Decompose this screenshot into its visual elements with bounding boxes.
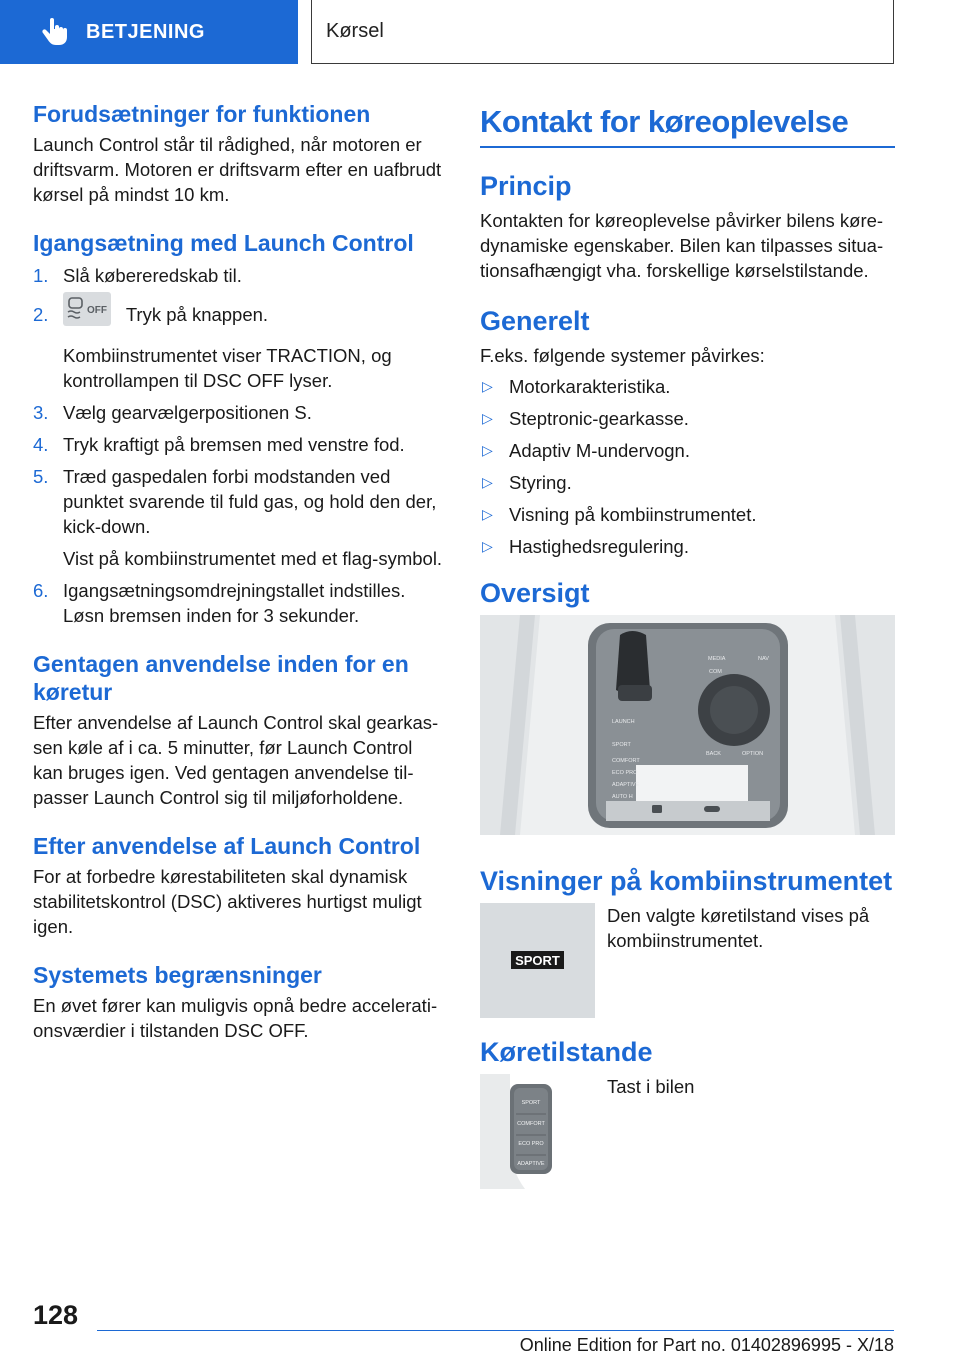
list-item bbox=[480, 438, 895, 463]
step-subtext: Kombiinstrumentet viser TRACTION, og kontrollampen til DSC OFF lyser. bbox=[63, 345, 392, 391]
left-column bbox=[33, 100, 447, 1065]
section-title: Igangsætning med Launch Control bbox=[33, 230, 414, 256]
list-item bbox=[480, 502, 895, 527]
section-text: Launch Control står til rådighed, når motoren er driftsvarm. Motoren er driftsvarm efter en uafbrudt kørsel på mindst 10 km. bbox=[33, 134, 442, 205]
visninger-row bbox=[480, 903, 895, 1018]
mode-button-label: SPORT bbox=[521, 1100, 541, 1106]
section-text: En øvet fører kan muligvis opnå bedre accelerationsværdier i tilstanden DSC OFF. bbox=[33, 995, 438, 1041]
mode-buttons-graphic bbox=[480, 1074, 595, 1189]
mode-button-label: COMFORT bbox=[517, 1121, 545, 1127]
section-visninger bbox=[480, 865, 895, 1018]
console-label: NAV bbox=[758, 656, 769, 662]
list-item bbox=[480, 470, 895, 495]
step-item bbox=[33, 302, 447, 393]
edition-note: Online Edition for Part no. 01402896995 - X/18 bbox=[519, 1335, 894, 1355]
triangle-bullet-icon: ▷ bbox=[482, 538, 493, 554]
page-number: 128 bbox=[33, 1300, 79, 1330]
dsc-off-icon-graphic bbox=[63, 292, 111, 326]
section-tab-label: BETJENING bbox=[86, 20, 205, 43]
section-intro: F.eks. følgende systemer påvirkes: bbox=[480, 345, 765, 366]
step-number: 5. bbox=[33, 466, 49, 487]
console-label: ECO PRO bbox=[612, 770, 638, 776]
section-tab[interactable] bbox=[0, 0, 298, 64]
section-repeated-use bbox=[33, 650, 447, 810]
step-text: Igangsætningsomdrejningstallet indstilles. Løsn bremsen inden for 3 sekunder. bbox=[63, 580, 406, 626]
section-limitations bbox=[33, 961, 447, 1043]
step-number: 6. bbox=[33, 580, 49, 601]
section-koretilstande bbox=[480, 1036, 895, 1189]
list-item bbox=[480, 374, 895, 399]
step-number: 1. bbox=[33, 265, 49, 286]
section-title: Gentagen anvendelse inden for en køretur bbox=[33, 651, 409, 705]
mode-button-label: ECO PRO bbox=[518, 1141, 544, 1147]
step-number: 2. bbox=[33, 304, 49, 325]
section-title: Systemets begrænsninger bbox=[33, 962, 322, 988]
mode-button-label: ADAPTIVE bbox=[517, 1161, 545, 1167]
triangle-bullet-icon: ▷ bbox=[482, 410, 493, 426]
camera-icon bbox=[652, 805, 662, 813]
list-item-text: Styring. bbox=[509, 472, 572, 493]
section-prerequisites bbox=[33, 100, 447, 207]
right-column bbox=[480, 100, 895, 1211]
console-label: BACK bbox=[706, 751, 721, 757]
step-text: Tryk på knappen. bbox=[125, 304, 269, 325]
sport-badge: SPORT bbox=[515, 953, 560, 968]
console-label: AUTO H bbox=[612, 794, 633, 800]
step-item bbox=[33, 400, 447, 425]
section-oversigt bbox=[480, 577, 895, 835]
list-item-text: Steptronic-gearkasse. bbox=[509, 408, 689, 429]
console-label: OPTION bbox=[742, 751, 764, 757]
triangle-bullet-icon: ▷ bbox=[482, 474, 493, 490]
section-princip bbox=[480, 170, 895, 283]
console-label: ADAPTIVE bbox=[612, 782, 640, 788]
console-label: SPORT bbox=[612, 742, 631, 748]
step-item bbox=[33, 578, 447, 628]
section-title: Visninger på kombiinstrumentet bbox=[480, 866, 893, 896]
console-label: COMFORT bbox=[612, 758, 640, 764]
steps-list bbox=[33, 263, 447, 628]
step-number: 4. bbox=[33, 434, 49, 455]
step-item bbox=[33, 432, 447, 457]
section-title: Forudsætninger for funktionen bbox=[33, 101, 371, 127]
center-console-image bbox=[480, 615, 895, 835]
step-item bbox=[33, 464, 447, 571]
title-rule bbox=[480, 146, 895, 148]
step-number: 3. bbox=[33, 402, 49, 423]
step-text: Træd gaspedalen forbi modstanden ved punktet svarende til fuld gas, og hold den der, kick-down. bbox=[63, 466, 437, 537]
dsc-off-icon bbox=[63, 292, 111, 326]
chapter-title: Kontakt for køreoplevelse bbox=[480, 104, 849, 139]
section-title: Køretilstande bbox=[480, 1037, 653, 1067]
koretilstande-text: Tast i bilen bbox=[607, 1076, 695, 1097]
section-launch-steps bbox=[33, 229, 447, 628]
step-text: Tryk kraftigt på bremsen med venstre fod. bbox=[63, 434, 405, 455]
section-generelt bbox=[480, 305, 895, 559]
section-title: Generelt bbox=[480, 306, 590, 336]
step-text: Slå købereredskab til. bbox=[63, 265, 242, 286]
list-item-text: Motorkarakteristika. bbox=[509, 376, 671, 397]
console-label: COM bbox=[709, 669, 722, 675]
console-label: LAUNCH bbox=[612, 719, 635, 725]
section-text: Efter anvendelse af Launch Control skal gearkassen køle af i ca. 5 minutter, før Launch Control kan bruges igen. Ved gentagen anvendelse tilpasser Launch Control sig til miljøforholdene. bbox=[33, 712, 439, 808]
koretilstande-row bbox=[480, 1074, 895, 1189]
car-icon bbox=[704, 806, 720, 812]
breadcrumb-label: Kørsel bbox=[326, 20, 384, 42]
section-title: Oversigt bbox=[480, 578, 590, 608]
console-label: MEDIA bbox=[708, 656, 726, 662]
triangle-bullet-icon: ▷ bbox=[482, 506, 493, 522]
center-console-illustration bbox=[480, 615, 895, 835]
list-item-text: Visning på kombiinstrumentet. bbox=[509, 504, 757, 525]
systems-list bbox=[480, 374, 895, 559]
section-text: For at forbedre kørestabiliteten skal dynamisk stabilitetskontrol (DSC) aktiveres hurtigst muligt igen. bbox=[33, 866, 422, 937]
list-item-text: Hastighedsregulering. bbox=[509, 536, 689, 557]
hand-pointer-icon bbox=[42, 18, 68, 46]
triangle-bullet-icon: ▷ bbox=[482, 378, 493, 394]
step-item bbox=[33, 263, 447, 288]
breadcrumb bbox=[311, 0, 894, 64]
list-item bbox=[480, 406, 895, 431]
section-after-use bbox=[33, 832, 447, 939]
section-title: Efter anvendelse af Launch Control bbox=[33, 833, 421, 859]
visninger-text: Den valgte køretilstand vises på kombiinstrumentet. bbox=[607, 905, 870, 951]
section-text: Kontakten for køreoplevelse påvirker bilens køredynamiske egenskaber. Bilen kan tilpasses situationsafhængigt vha. forskellige kørselstilstande. bbox=[480, 210, 884, 281]
sport-display-graphic bbox=[480, 903, 595, 1018]
step-text: Vælg gearvælgerpositionen S. bbox=[63, 402, 312, 423]
sport-display-image bbox=[480, 903, 595, 1018]
mode-buttons-image bbox=[480, 1074, 595, 1189]
list-item-text: Adaptiv M-undervogn. bbox=[509, 440, 690, 461]
section-title: Princip bbox=[480, 171, 572, 201]
footer-rule bbox=[97, 1330, 894, 1331]
svg-text:OFF: OFF bbox=[87, 305, 107, 316]
triangle-bullet-icon: ▷ bbox=[482, 442, 493, 458]
list-item bbox=[480, 534, 895, 559]
step-subtext: Vist på kombiinstrumentet med et flag-symbol. bbox=[63, 548, 443, 569]
